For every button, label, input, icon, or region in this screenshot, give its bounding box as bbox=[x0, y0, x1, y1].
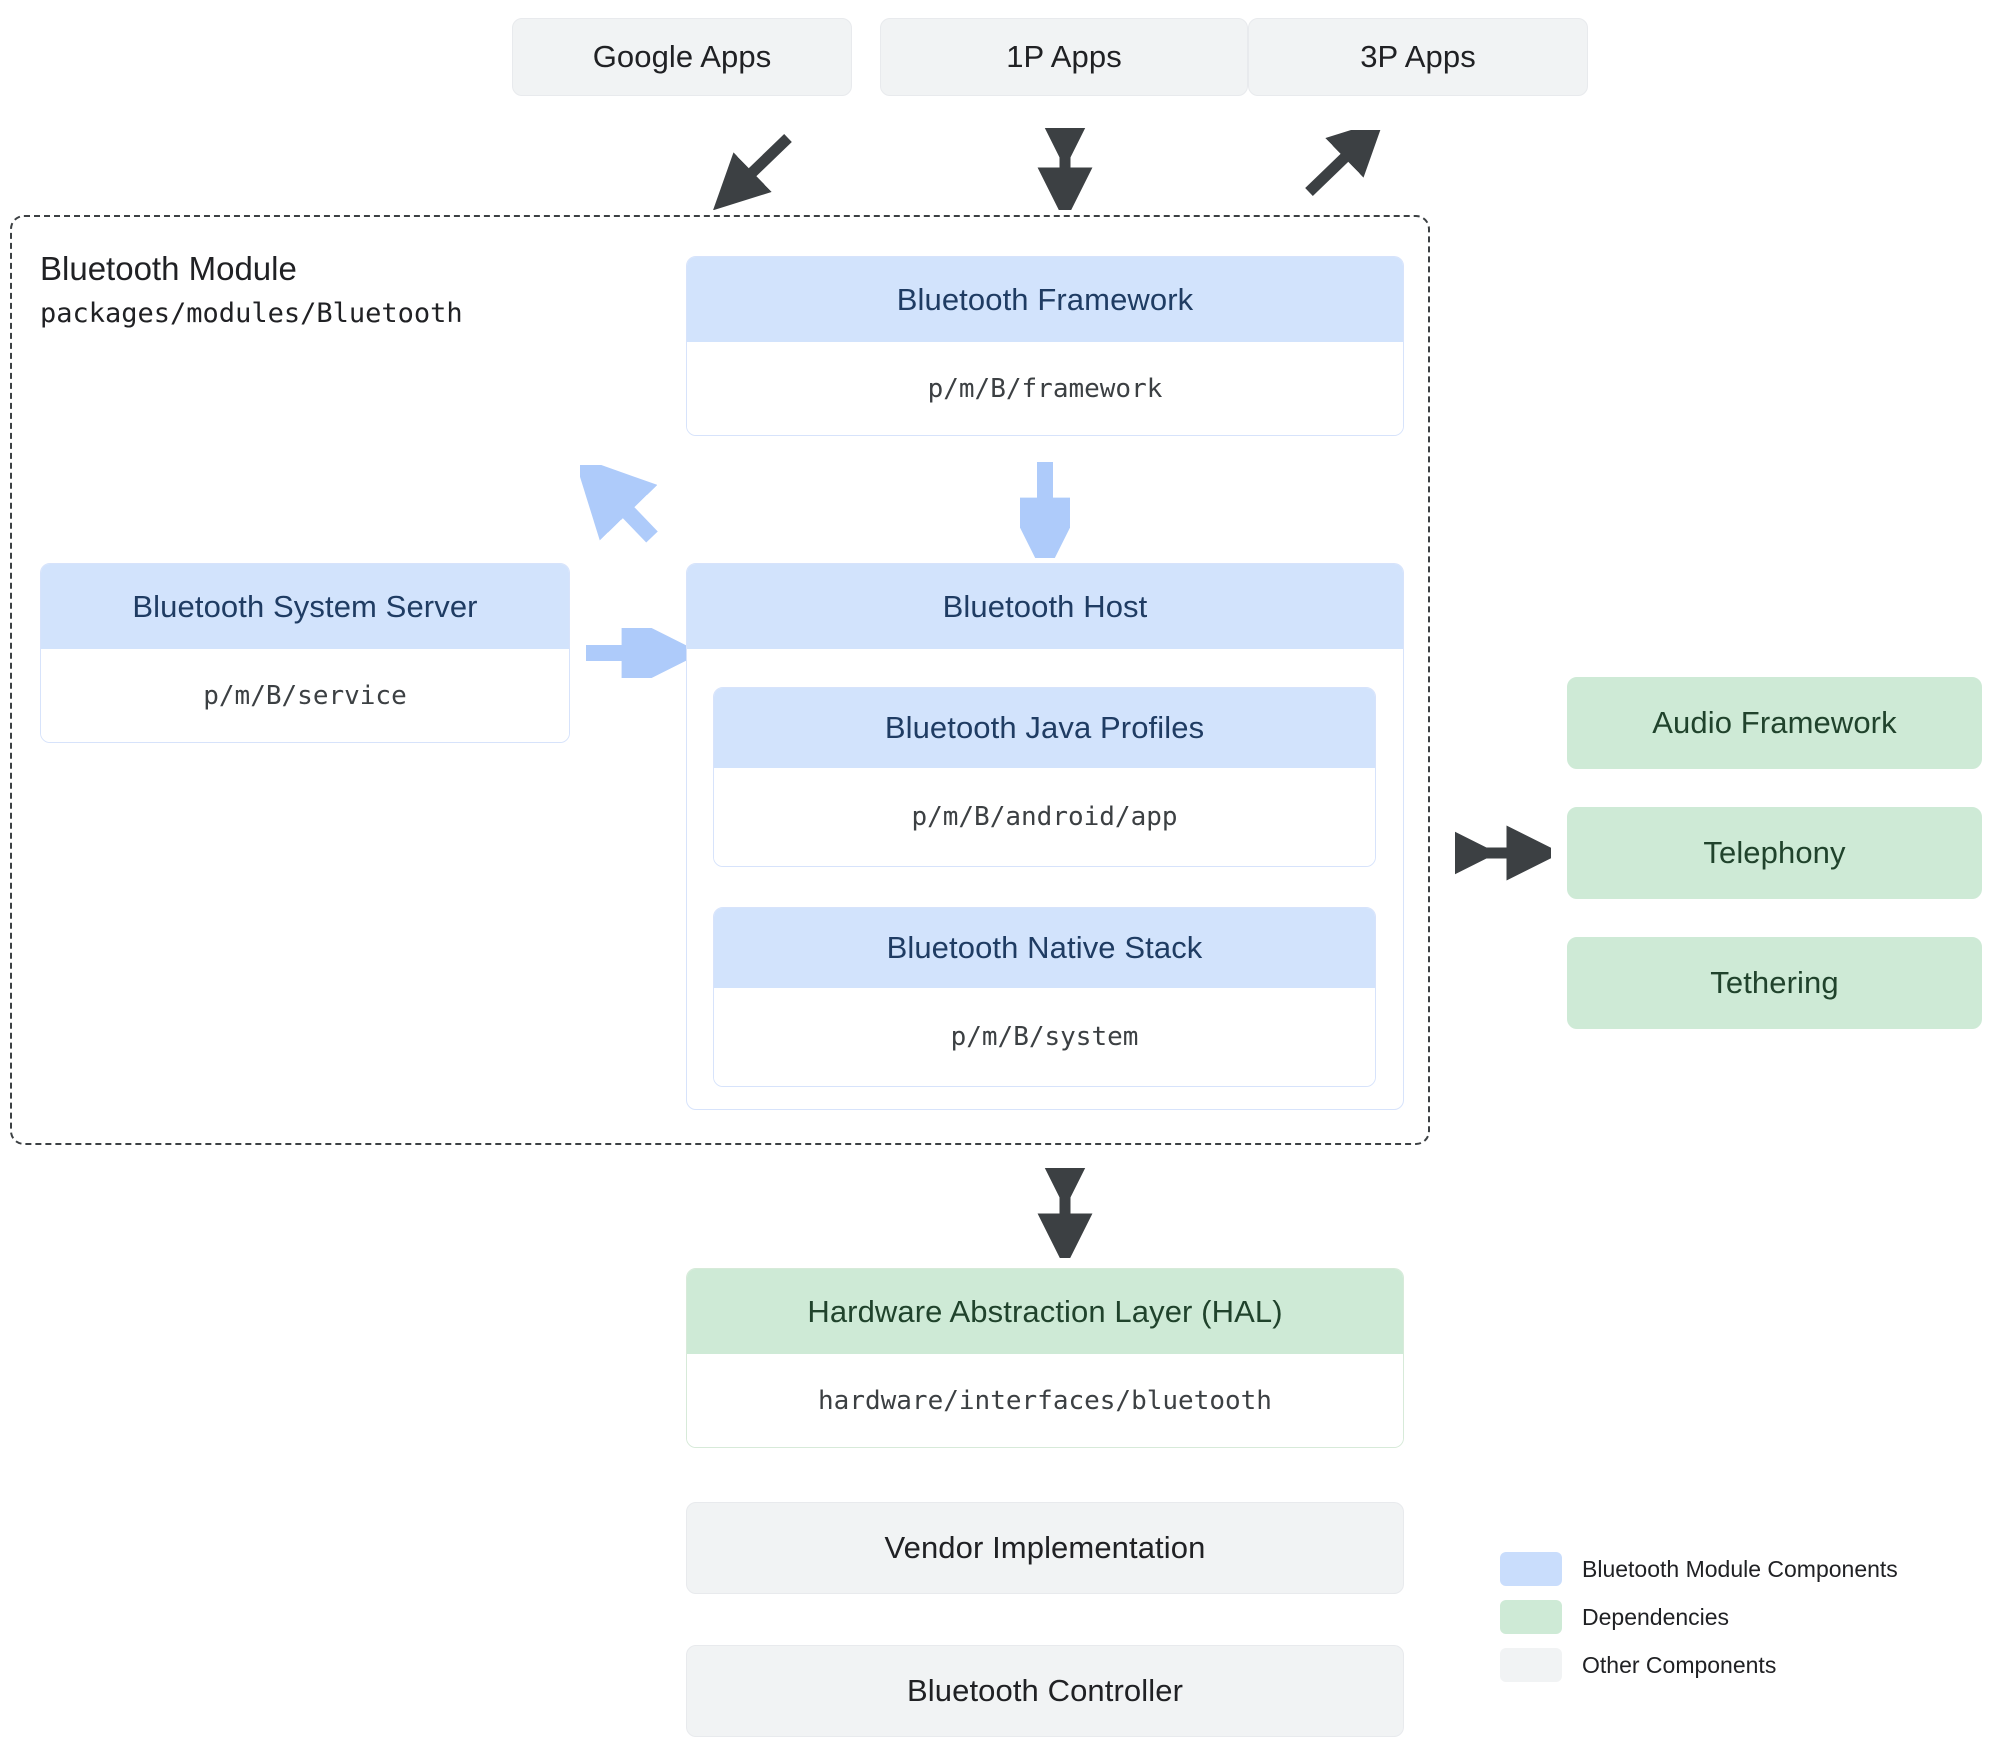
bluetooth-module-path: packages/modules/Bluetooth bbox=[40, 298, 463, 329]
node-bluetooth-framework bbox=[686, 256, 1404, 436]
node-bluetooth-framework-label: Bluetooth Framework bbox=[687, 257, 1403, 342]
arrow-framework-to-host bbox=[1020, 458, 1070, 558]
legend-label-module-components: Bluetooth Module Components bbox=[1582, 1555, 1898, 1582]
node-bluetooth-java-profiles-path: p/m/B/android/app bbox=[714, 768, 1375, 866]
node-audio-framework bbox=[1567, 677, 1982, 769]
node-1p-apps-label: 1P Apps bbox=[1006, 39, 1122, 74]
node-google-apps bbox=[512, 18, 852, 96]
node-audio-framework-label: Audio Framework bbox=[1652, 705, 1897, 740]
node-hal-label: Hardware Abstraction Layer (HAL) bbox=[687, 1269, 1403, 1354]
bluetooth-module-label: Bluetooth Module bbox=[40, 250, 297, 287]
node-bluetooth-native-stack-path: p/m/B/system bbox=[714, 988, 1375, 1086]
node-bluetooth-java-profiles bbox=[713, 687, 1376, 867]
arrow-system-server-to-host bbox=[578, 628, 688, 678]
legend bbox=[1500, 1552, 1898, 1696]
node-tethering bbox=[1567, 937, 1982, 1029]
legend-label-other-components: Other Components bbox=[1582, 1651, 1777, 1678]
node-bluetooth-framework-path: p/m/B/framework bbox=[687, 342, 1403, 435]
node-tethering-label: Tethering bbox=[1710, 965, 1839, 1000]
node-telephony-label: Telephony bbox=[1703, 835, 1846, 870]
legend-label-dependencies: Dependencies bbox=[1582, 1603, 1730, 1630]
node-3p-apps-label: 3P Apps bbox=[1360, 39, 1476, 74]
arrow-host-to-system-server bbox=[580, 465, 690, 565]
legend-swatch-module-components bbox=[1500, 1552, 1562, 1586]
arrow-module-to-dependencies bbox=[1455, 825, 1551, 881]
node-1p-apps bbox=[880, 18, 1248, 96]
node-3p-apps bbox=[1248, 18, 1588, 96]
node-google-apps-label: Google Apps bbox=[592, 39, 772, 74]
node-bluetooth-controller bbox=[686, 1645, 1404, 1737]
arrow-google-apps-to-module bbox=[710, 130, 800, 210]
legend-swatch-other-components bbox=[1500, 1648, 1562, 1682]
legend-item-other-components bbox=[1500, 1648, 1898, 1682]
node-vendor-implementation bbox=[686, 1502, 1404, 1594]
node-telephony bbox=[1567, 807, 1982, 899]
node-bluetooth-host-label: Bluetooth Host bbox=[687, 564, 1403, 649]
node-hal-path: hardware/interfaces/bluetooth bbox=[687, 1354, 1403, 1447]
node-bluetooth-controller-label: Bluetooth Controller bbox=[907, 1673, 1183, 1708]
arrow-module-to-hal bbox=[1035, 1168, 1095, 1258]
legend-item-dependencies bbox=[1500, 1600, 1898, 1634]
node-bluetooth-system-server-path: p/m/B/service bbox=[41, 649, 569, 742]
arrow-3p-apps-to-module bbox=[1295, 130, 1385, 210]
legend-swatch-dependencies bbox=[1500, 1600, 1562, 1634]
node-bluetooth-java-profiles-label: Bluetooth Java Profiles bbox=[714, 688, 1375, 768]
node-vendor-implementation-label: Vendor Implementation bbox=[884, 1530, 1206, 1565]
arrow-1p-apps-to-module bbox=[1035, 128, 1095, 210]
node-bluetooth-system-server-label: Bluetooth System Server bbox=[41, 564, 569, 649]
node-bluetooth-native-stack bbox=[713, 907, 1376, 1087]
node-bluetooth-system-server bbox=[40, 563, 570, 743]
node-hal bbox=[686, 1268, 1404, 1448]
node-bluetooth-native-stack-label: Bluetooth Native Stack bbox=[714, 908, 1375, 988]
legend-item-module-components bbox=[1500, 1552, 1898, 1586]
